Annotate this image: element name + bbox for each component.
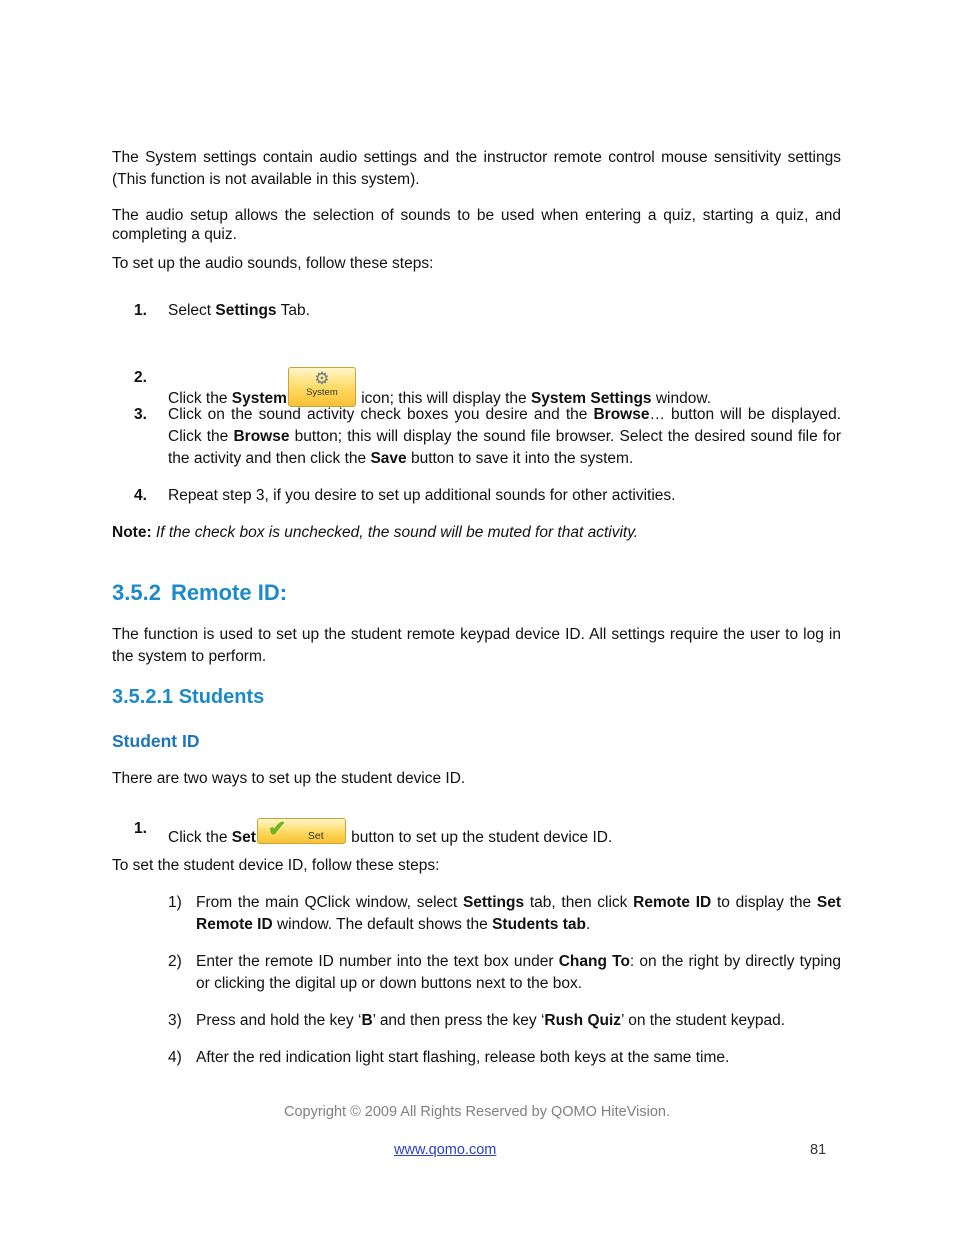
page-number: 81 (810, 1142, 827, 1158)
student-intro: There are two ways to set up the student device ID. (112, 770, 466, 787)
substep-text: After the red indication light start flashing, release both keys at the same time. (196, 1049, 730, 1066)
substep-text: Press and hold the key ‘B’ and then press the key ‘Rush Quiz’ on the student keypad. (196, 1012, 786, 1029)
intro-paragraph-3: To set up the audio sounds, follow these steps: (112, 255, 434, 272)
footer-website-link[interactable]: www.qomo.com (394, 1142, 497, 1158)
step-text: Select Settings Tab. (168, 302, 310, 319)
section-description: The function is used to set up the student remote keypad device ID. All settings require the user to log in the system to perform. (112, 626, 841, 665)
substep-number: 3) (168, 1012, 182, 1029)
step-text: Click the System ⚙ System icon; this will display the System Settings window. (168, 369, 711, 407)
step-text: Repeat step 3, if you desire to set up additional sounds for other activities. (168, 487, 676, 504)
intro-paragraph-1: The System settings contain audio settings and the instructor remote control mouse sensitivity settings (This function is not available in this system). (112, 149, 841, 188)
note (112, 522, 841, 544)
note-text: If the check box is unchecked, the sound will be muted for that activity. (151, 524, 639, 541)
intro-paragraph-2: The audio setup allows the selection of sounds to be used when entering a quiz, starting a quiz, and completing a quiz. (112, 207, 841, 243)
section-heading: 3.5.2 Remote ID: (112, 580, 288, 605)
note-label: Note: (112, 524, 152, 541)
step-number: 1. (134, 820, 147, 837)
step-text: Click on the sound activity check boxes you desire and the Browse… button will be displayed. Click the Browse button; this will display the sound file browser. Select the desired sound file for the activity and then click the Save button to save it into the system. (168, 406, 841, 467)
step-number: 1. (134, 302, 147, 319)
footer-copyright: Copyright © 2009 All Rights Reserved by QOMO HiteVision. (284, 1104, 670, 1120)
substep-number: 4) (168, 1049, 182, 1066)
step-number: 3. (134, 406, 147, 423)
system-button-label: System (306, 387, 338, 398)
system-settings-button[interactable] (288, 367, 356, 407)
step-number: 2. (134, 369, 147, 386)
step-number: 4. (134, 487, 147, 504)
substep-number: 1) (168, 894, 182, 911)
step-text: Click the Set ✔ Set button to set up the student device ID. (168, 816, 613, 846)
substep-number: 2) (168, 953, 182, 970)
gear-icon: ⚙ (314, 369, 330, 388)
set-button[interactable] (257, 818, 346, 844)
set-button-label: Set (307, 830, 324, 842)
substep-text: From the main QClick window, select Settings tab, then click Remote ID to display the Set Remote ID window. The default shows the Students tab. (196, 894, 842, 933)
subsection-heading: 3.5.2.1 Students (112, 686, 265, 708)
substep-text: Enter the remote ID number into the text box under Chang To: on the right by directly typing or clicking the digital up or down buttons next to the box. (196, 953, 842, 992)
student-follow: To set the student device ID, follow these steps: (112, 857, 440, 874)
checkmark-icon: ✔ (267, 816, 287, 841)
subsubsection-heading: Student ID (112, 731, 200, 751)
